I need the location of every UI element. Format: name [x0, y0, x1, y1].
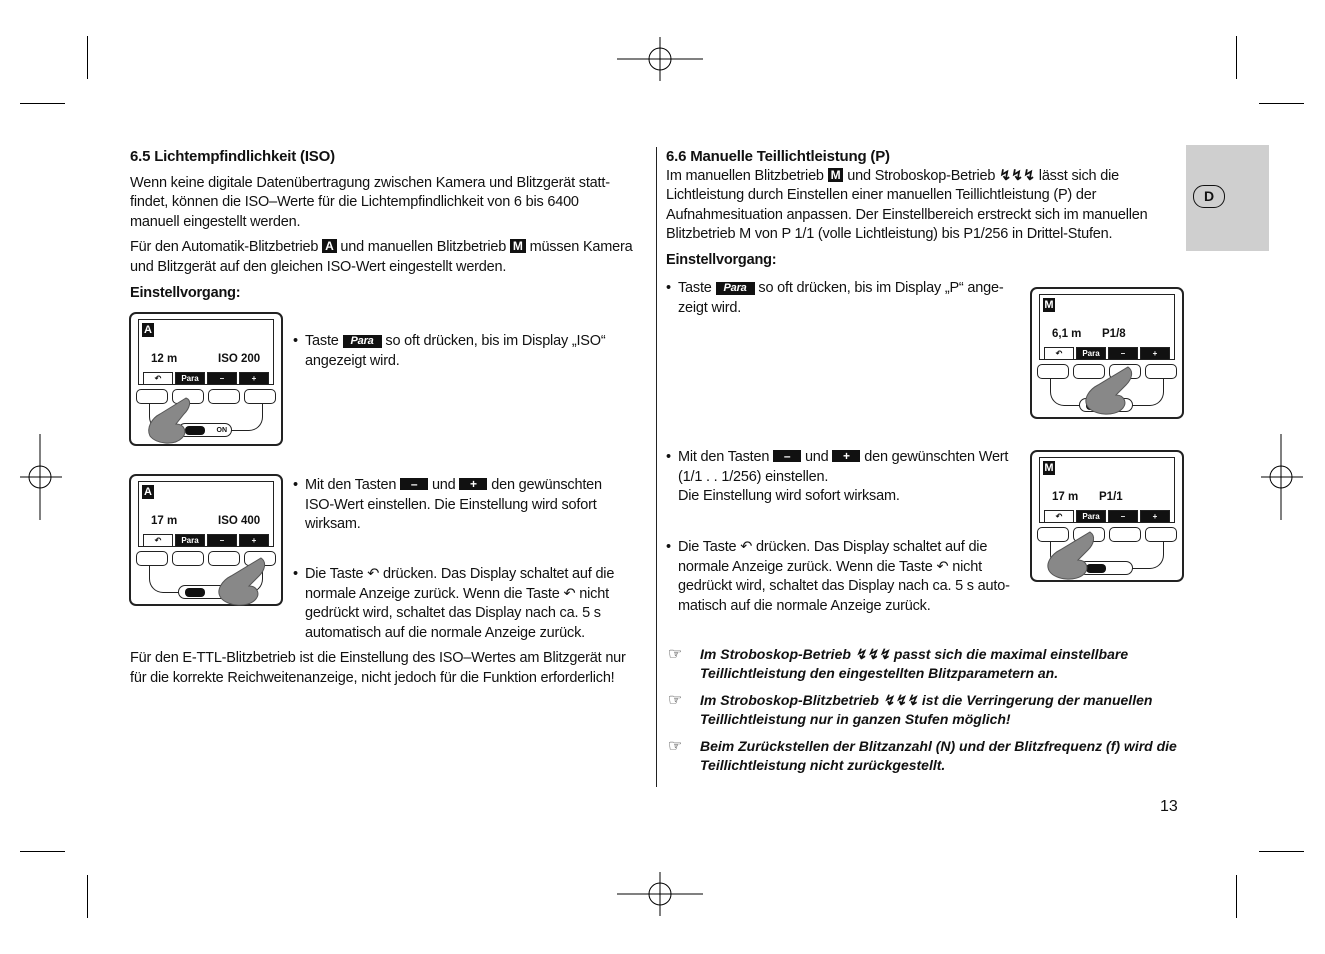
on-switch: [1079, 561, 1133, 575]
section-heading-iso: 6.5 Lichtempfindlichkeit (ISO): [130, 148, 335, 165]
registration-mark-right: [1261, 432, 1303, 522]
plus-key-label: +: [239, 372, 269, 385]
flash-display-illustration-3: [1030, 287, 1184, 419]
display-iso-value: ISO 200: [218, 353, 261, 365]
on-switch: [178, 585, 232, 599]
page-number: 13: [1160, 798, 1178, 815]
pointing-hand-icon: ☞: [668, 738, 683, 755]
display-distance: 17 m: [151, 515, 178, 527]
return-button: [136, 389, 168, 404]
language-tab-letter: D: [1193, 185, 1225, 208]
strobe-icon: ↯↯↯: [854, 646, 890, 662]
language-tab[interactable]: [1186, 145, 1269, 251]
mode-m-badge: M: [828, 168, 844, 182]
display-iso-value: ISO 400: [218, 515, 261, 527]
iso-intro: Wenn keine digitale Datenübertragung zwischen Kamera und Blitzgerät statt-findet, können die ISO–Werte für die Lichtempfindlichkeit von 6 bis 6400 manuell eingestellt werden.: [130, 174, 610, 230]
display-distance: 17 m: [1052, 491, 1079, 503]
para-key-label: Para: [175, 534, 205, 547]
right-step-2: • Mit den Tasten – und + den gewünschten Wert (1/1 . . 1/256) einstellen. Die Einstellung wird sofort wirksam.: [666, 449, 1009, 504]
section-heading-partial-power: 6.6 Manuelle Teillichtleistung (P): [666, 148, 890, 165]
return-key-label: ↶: [1044, 347, 1074, 360]
registration-mark-left: [20, 432, 62, 522]
para-key-label: Para: [1076, 347, 1106, 360]
return-key-label: ↶: [143, 372, 173, 385]
minus-key-label: –: [1108, 347, 1138, 360]
para-button: [172, 389, 204, 404]
right-column: [666, 147, 1166, 270]
notes: [668, 645, 1178, 775]
return-arrow-icon: ↶: [740, 539, 753, 555]
para-key-label: Para: [175, 372, 205, 385]
left-footer-note: Für den E-TTL-Blitzbetrieb ist die Einstellung des ISO–Wertes am Blitzgerät nur für die korrekte Reichweitenanzeige, nicht jedoch für die Funktion erforderlich!: [130, 650, 626, 686]
flash-display-illustration-2: [129, 474, 283, 606]
para-key-label: Para: [1076, 510, 1106, 523]
partial-power-intro: Im manuellen Blitzbetrieb M und Stroboskop-Betrieb ↯↯↯ lässt sich die Lichtleistung durch Einstellen einer manuellen Teillichtleistung (P) der Aufnahmesituation anpassen. Der Einstellbereich erstreckt sich im manuellen Blitzbetrieb M von P 1/1 (volle Lichtleistung) bis P1/256 in Drittel-Stufen.: [666, 167, 1148, 242]
on-switch: ON: [178, 423, 232, 437]
minus-key-label: –: [207, 372, 237, 385]
mode-m-badge: M: [510, 239, 526, 253]
display-mode: A: [142, 485, 154, 499]
flash-display-illustration-4: [1030, 450, 1184, 582]
display-power-value: P1/1: [1099, 491, 1123, 503]
return-arrow-icon: ↶: [563, 585, 576, 602]
minus-key-badge: –: [773, 450, 801, 462]
strobe-icon: ↯↯↯: [882, 692, 918, 708]
left-column: [130, 147, 642, 304]
iso-paragraph-2: Für den Automatik-Blitzbetrieb A und manuellen Blitzbetrieb M müssen Kamera und Blitzgerät auf den gleichen ISO-Wert eingestellt werden.: [130, 239, 633, 275]
plus-key-badge: +: [459, 478, 487, 490]
column-divider: [656, 147, 657, 787]
note-1: ☞ Im Stroboskop-Betrieb ↯↯↯ passt sich die maximal einstellbare Teillichtleistung den eingestellten Blitzparametern an.: [668, 646, 1129, 681]
pointing-hand-icon: ☞: [668, 692, 683, 709]
minus-key-badge: –: [400, 478, 428, 490]
minus-key-label: –: [207, 534, 237, 547]
plus-key-label: +: [239, 534, 269, 547]
note-2: ☞ Im Stroboskop-Blitzbetrieb ↯↯↯ ist die Verringerung der manuellen Teillichtleistung nur in ganzen Stufen möglich!: [668, 692, 1153, 727]
display-mode: A: [142, 323, 154, 337]
plus-button: [244, 389, 276, 404]
mode-a-badge: A: [322, 239, 336, 253]
on-switch: [1079, 398, 1133, 412]
display-distance: 12 m: [151, 353, 178, 365]
return-key-label: ↶: [1044, 510, 1074, 523]
right-step-3: • Die Taste ↶ drücken. Das Display schaltet auf die normale Anzeige zurück. Wenn die Taste ↶ nicht gedrückt wird, schaltet das Display nach ca. 5 s auto-matisch auf die normale Anzeige zurück.: [666, 539, 1010, 614]
procedure-label: Einstellvorgang:: [666, 251, 777, 268]
return-key-label: ↶: [143, 534, 173, 547]
note-3: ☞ Beim Zurückstellen der Blitzanzahl (N) und der Blitzfrequenz (f) wird die Teillichtleistung nicht zurückgestellt.: [668, 738, 1177, 773]
return-arrow-icon: ↶: [936, 558, 949, 575]
registration-mark-bottom: [615, 870, 705, 920]
minus-button: [208, 389, 240, 404]
procedure-label: Einstellvorgang:: [130, 285, 241, 301]
right-step-1: • Taste Para so oft drücken, bis im Display „P“ ange-zeigt wird.: [666, 280, 1004, 316]
pointing-hand-icon: ☞: [668, 646, 683, 663]
left-step-2: • Mit den Tasten – und + den gewünschten ISO-Wert einstellen. Die Einstellung wird sofort wirksam.: [293, 477, 602, 532]
registration-mark-top: [615, 35, 705, 85]
return-arrow-icon: ↶: [367, 566, 380, 582]
para-key-badge: Para: [716, 282, 755, 295]
minus-key-label: –: [1108, 510, 1138, 523]
display-power-value: P1/8: [1102, 328, 1126, 340]
left-step-1: • Taste Para so oft drücken, bis im Display „ISO“ angezeigt wird.: [293, 333, 606, 369]
display-mode: M: [1044, 462, 1054, 474]
plus-key-badge: +: [832, 450, 860, 462]
display-mode: M: [1044, 299, 1054, 311]
para-key-badge: Para: [343, 335, 382, 348]
plus-key-label: +: [1140, 510, 1170, 523]
flash-display-illustration-1: [129, 312, 283, 446]
left-step-3: • Die Taste ↶ drücken. Das Display schaltet auf die normale Anzeige zurück. Wenn die Taste ↶ nicht gedrückt wird, schaltet das Display nach ca. 5 s automatisch auf die normale Anzeige zurück.: [293, 566, 615, 641]
strobe-icon: ↯↯↯: [999, 167, 1035, 184]
plus-key-label: +: [1140, 347, 1170, 360]
display-distance: 6,1 m: [1052, 328, 1082, 340]
